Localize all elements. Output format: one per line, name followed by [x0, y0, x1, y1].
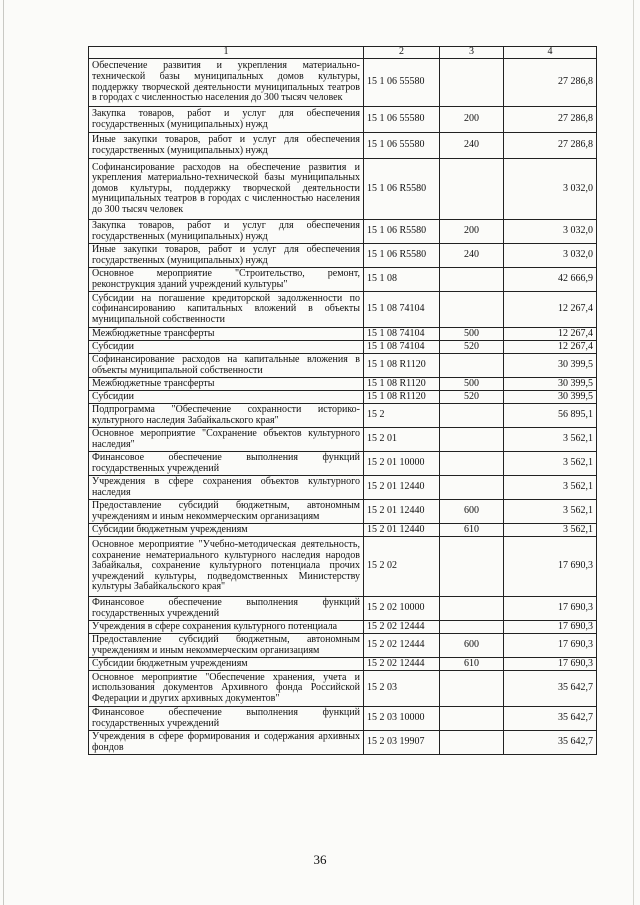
table-row [89, 404, 597, 428]
table-row [89, 292, 597, 328]
table-row [89, 476, 597, 500]
row-type-cell: 600 [440, 634, 504, 658]
row-type-cell: 610 [440, 524, 504, 537]
row-code-cell: 15 1 08 R1120 [364, 354, 440, 378]
row-amount-cell: 3 562,1 [504, 476, 597, 500]
table-row [89, 328, 597, 341]
row-code-cell: 15 2 01 12440 [364, 476, 440, 500]
table-row [89, 107, 597, 133]
row-name-cell: Предоставление субсидий бюджетным, автономным учреждениям и иным некоммерческим организациям [89, 634, 364, 658]
row-name-cell: Подпрограмма "Обеспечение сохранности историко-культурного наследия Забайкальского края" [89, 404, 364, 428]
row-type-cell [440, 707, 504, 731]
row-amount-cell: 12 267,4 [504, 292, 597, 328]
row-type-cell: 520 [440, 341, 504, 354]
row-name-cell: Финансовое обеспечение выполнения функций государственных учреждений [89, 597, 364, 621]
row-type-cell: 200 [440, 220, 504, 244]
row-type-cell: 520 [440, 391, 504, 404]
row-name-cell: Основное мероприятие "Обеспечение хранения, учета и использования документов Архивного фонда Российской Федерации и других архивных документов" [89, 671, 364, 707]
row-amount-cell: 42 666,9 [504, 268, 597, 292]
table-row [89, 634, 597, 658]
row-code-cell: 15 1 06 R5580 [364, 159, 440, 220]
row-name-cell: Иные закупки товаров, работ и услуг для обеспечения государственных (муниципальных) нужд [89, 244, 364, 268]
row-name-cell: Субсидии [89, 391, 364, 404]
row-amount-cell: 12 267,4 [504, 328, 597, 341]
row-type-cell [440, 476, 504, 500]
row-amount-cell: 17 690,3 [504, 621, 597, 634]
row-code-cell: 15 2 01 10000 [364, 452, 440, 476]
table-row [89, 524, 597, 537]
row-amount-cell: 3 562,1 [504, 452, 597, 476]
row-code-cell: 15 1 06 55580 [364, 133, 440, 159]
row-name-cell: Субсидии бюджетным учреждениям [89, 524, 364, 537]
header-cell-4: 4 [504, 47, 597, 59]
row-code-cell: 15 1 08 [364, 268, 440, 292]
header-cell-1: 1 [89, 47, 364, 59]
row-code-cell: 15 1 08 R1120 [364, 378, 440, 391]
row-name-cell: Основное мероприятие "Сохранение объектов культурного наследия" [89, 428, 364, 452]
table-row [89, 244, 597, 268]
row-code-cell: 15 1 08 R1120 [364, 391, 440, 404]
header-cell-3: 3 [440, 47, 504, 59]
row-code-cell: 15 1 06 55580 [364, 59, 440, 107]
table-row [89, 268, 597, 292]
row-type-cell [440, 428, 504, 452]
table-row [89, 59, 597, 107]
row-type-cell: 500 [440, 328, 504, 341]
row-name-cell: Основное мероприятие "Строительство, ремонт, реконструкция зданий учреждений культуры" [89, 268, 364, 292]
row-code-cell: 15 2 03 [364, 671, 440, 707]
row-type-cell: 240 [440, 133, 504, 159]
row-type-cell [440, 621, 504, 634]
row-name-cell: Закупка товаров, работ и услуг для обеспечения государственных (муниципальных) нужд [89, 107, 364, 133]
row-name-cell: Предоставление субсидий бюджетным, автономным учреждениям и иным некоммерческим организациям [89, 500, 364, 524]
table-row [89, 220, 597, 244]
row-name-cell: Финансовое обеспечение выполнения функций государственных учреждений [89, 452, 364, 476]
row-code-cell: 15 2 01 12440 [364, 524, 440, 537]
table-row [89, 378, 597, 391]
row-code-cell: 15 2 01 [364, 428, 440, 452]
row-name-cell: Учреждения в сфере формирования и содержания архивных фондов [89, 731, 364, 755]
row-name-cell: Софинансирование расходов на обеспечение развития и укрепления материально-технической базы муниципальных домов культуры, поддержку творческой деятельности муниципальных театров в городах с численностью населения до 300 тысяч человек [89, 159, 364, 220]
row-name-cell: Обеспечение развития и укрепления материально-технической базы муниципальных домов культуры, поддержку творческой деятельности муниципальных театров в городах с численностью населения до 300 тысяч человек [89, 59, 364, 107]
table-row [89, 731, 597, 755]
row-name-cell: Межбюджетные трансферты [89, 328, 364, 341]
row-amount-cell: 17 690,3 [504, 634, 597, 658]
row-code-cell: 15 2 01 12440 [364, 500, 440, 524]
row-amount-cell: 3 562,1 [504, 428, 597, 452]
row-name-cell: Субсидии на погашение кредиторской задолженности по софинансированию капитальных вложений в объекты муниципальной собственности [89, 292, 364, 328]
budget-table [88, 46, 597, 755]
row-amount-cell: 30 399,5 [504, 378, 597, 391]
row-name-cell: Субсидии [89, 341, 364, 354]
table-row [89, 537, 597, 597]
row-amount-cell: 17 690,3 [504, 537, 597, 597]
row-amount-cell: 27 286,8 [504, 59, 597, 107]
row-type-cell: 240 [440, 244, 504, 268]
row-amount-cell: 27 286,8 [504, 107, 597, 133]
row-code-cell: 15 2 02 12444 [364, 621, 440, 634]
row-code-cell: 15 1 08 74104 [364, 341, 440, 354]
row-type-cell [440, 731, 504, 755]
row-name-cell: Учреждения в сфере сохранения объектов культурного наследия [89, 476, 364, 500]
row-amount-cell: 3 032,0 [504, 159, 597, 220]
row-code-cell: 15 1 06 55580 [364, 107, 440, 133]
row-amount-cell: 3 032,0 [504, 244, 597, 268]
row-name-cell: Софинансирование расходов на капитальные вложения в объекты муниципальной собственности [89, 354, 364, 378]
row-name-cell: Межбюджетные трансферты [89, 378, 364, 391]
row-amount-cell: 3 032,0 [504, 220, 597, 244]
row-name-cell: Закупка товаров, работ и услуг для обеспечения государственных (муниципальных) нужд [89, 220, 364, 244]
row-type-cell [440, 59, 504, 107]
row-type-cell [440, 159, 504, 220]
row-type-cell [440, 404, 504, 428]
row-name-cell: Учреждения в сфере сохранения культурного потенциала [89, 621, 364, 634]
row-code-cell: 15 1 06 R5580 [364, 244, 440, 268]
row-code-cell: 15 2 02 12444 [364, 634, 440, 658]
header-cell-2: 2 [364, 47, 440, 59]
row-amount-cell: 35 642,7 [504, 731, 597, 755]
row-amount-cell: 35 642,7 [504, 707, 597, 731]
row-code-cell: 15 2 02 [364, 537, 440, 597]
table-row [89, 658, 597, 671]
table-row [89, 354, 597, 378]
row-code-cell: 15 2 03 19907 [364, 731, 440, 755]
row-amount-cell: 30 399,5 [504, 354, 597, 378]
row-type-cell [440, 268, 504, 292]
row-amount-cell: 17 690,3 [504, 597, 597, 621]
table-row [89, 500, 597, 524]
row-type-cell [440, 537, 504, 597]
row-amount-cell: 56 895,1 [504, 404, 597, 428]
table-row [89, 133, 597, 159]
row-name-cell: Субсидии бюджетным учреждениям [89, 658, 364, 671]
row-amount-cell: 12 267,4 [504, 341, 597, 354]
page-edge-right [633, 0, 634, 905]
row-amount-cell: 27 286,8 [504, 133, 597, 159]
table-row [89, 428, 597, 452]
table-header-row [89, 47, 597, 59]
row-amount-cell: 35 642,7 [504, 671, 597, 707]
row-code-cell: 15 1 06 R5580 [364, 220, 440, 244]
row-type-cell [440, 354, 504, 378]
table-row [89, 707, 597, 731]
table-row [89, 597, 597, 621]
row-name-cell: Основное мероприятие "Учебно-методическая деятельность, сохранение нематериального культурного наследия народов Забайкалья, сохранение культурного потенциала прочих учреждений культуры, подведомственных Министерству культуры Забайкальского края" [89, 537, 364, 597]
page-edge-left [3, 0, 4, 905]
row-type-cell: 610 [440, 658, 504, 671]
row-name-cell: Финансовое обеспечение выполнения функций государственных учреждений [89, 707, 364, 731]
table-row [89, 452, 597, 476]
row-code-cell: 15 1 08 74104 [364, 292, 440, 328]
row-code-cell: 15 2 02 12444 [364, 658, 440, 671]
row-code-cell: 15 2 02 10000 [364, 597, 440, 621]
table-row [89, 391, 597, 404]
table-row [89, 159, 597, 220]
row-type-cell [440, 671, 504, 707]
row-type-cell: 600 [440, 500, 504, 524]
row-code-cell: 15 1 08 74104 [364, 328, 440, 341]
row-amount-cell: 3 562,1 [504, 500, 597, 524]
row-amount-cell: 17 690,3 [504, 658, 597, 671]
table-row [89, 341, 597, 354]
page-number: 36 [313, 852, 327, 867]
table-row [89, 671, 597, 707]
row-type-cell [440, 292, 504, 328]
row-amount-cell: 3 562,1 [504, 524, 597, 537]
row-type-cell: 500 [440, 378, 504, 391]
table-body [89, 47, 597, 755]
row-code-cell: 15 2 03 10000 [364, 707, 440, 731]
row-code-cell: 15 2 [364, 404, 440, 428]
row-amount-cell: 30 399,5 [504, 391, 597, 404]
table-row [89, 621, 597, 634]
row-name-cell: Иные закупки товаров, работ и услуг для обеспечения государственных (муниципальных) нужд [89, 133, 364, 159]
row-type-cell [440, 597, 504, 621]
row-type-cell [440, 452, 504, 476]
row-type-cell: 200 [440, 107, 504, 133]
